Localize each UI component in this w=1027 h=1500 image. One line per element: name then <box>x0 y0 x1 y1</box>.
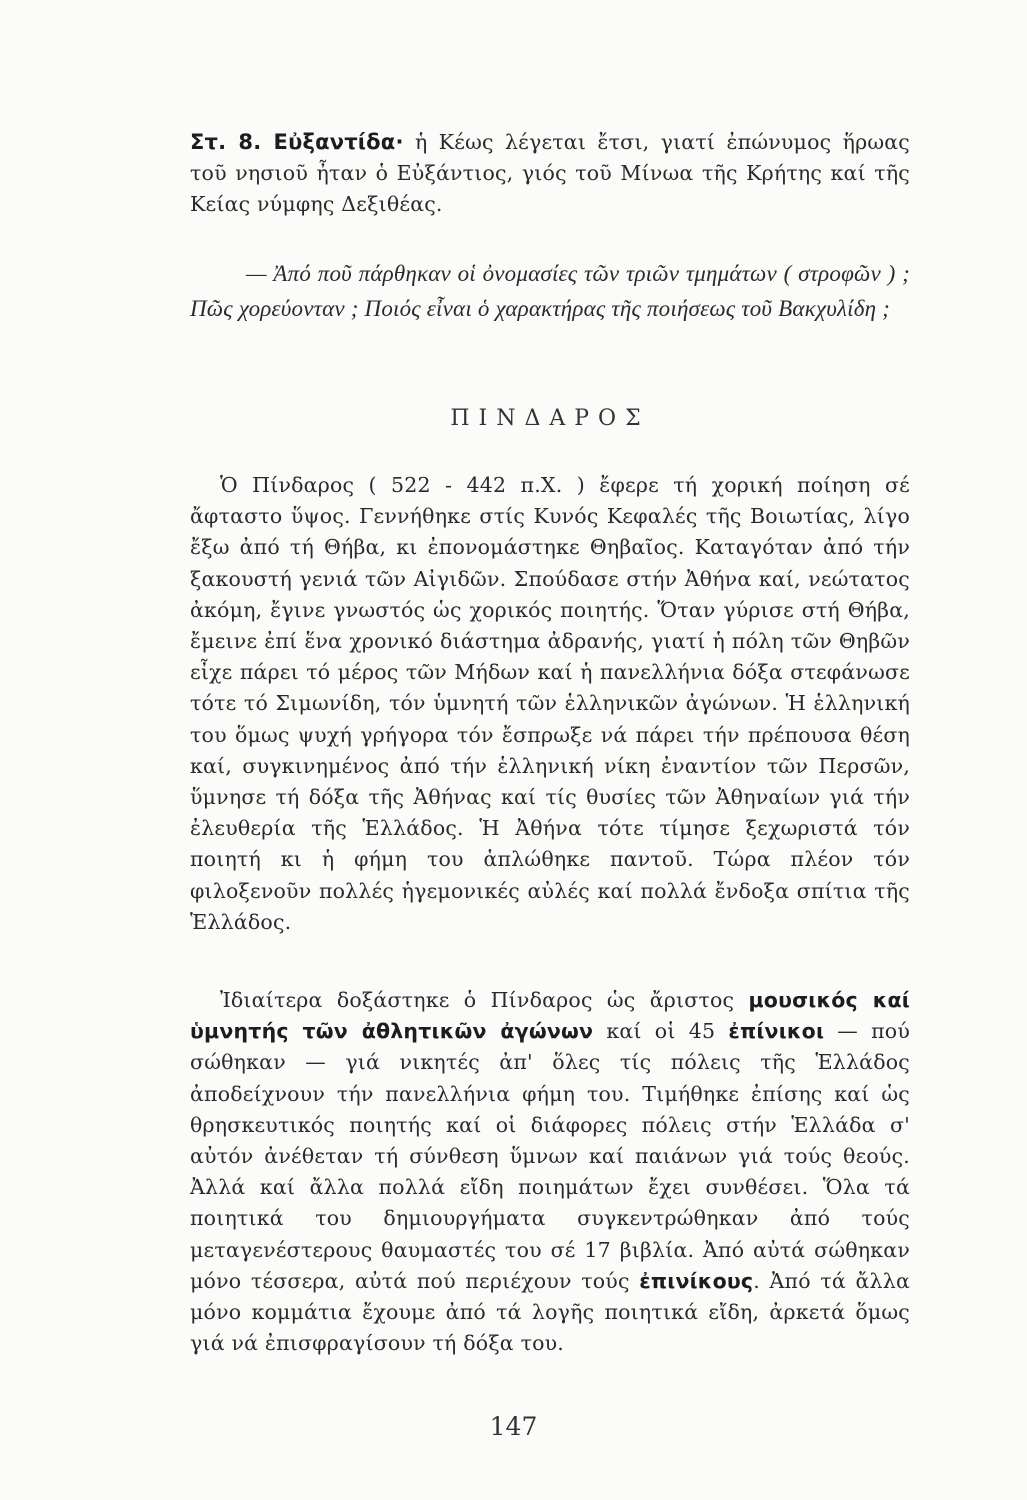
paragraph-2-text-2: καί οἱ 45 <box>593 1019 729 1044</box>
paragraph-2-text-3: — πού σώθηκαν — γιά νικητές ἀπ' ὅλες τίς πόλεις τῆς Ἑλλάδος ἀποδείχνουν τήν πανελλήνια φήμη του. Τιμήθηκε ἐπίσης καί ὡς θρησκευτικός ποιητής καί οἱ διάφορες πόλεις στήν Ἑλλάδα σ' αὐτόν ἀνέθεταν τή σύνθεση ὕμνων καί παιάνων γιά τούς θεούς. Ἀλλά καί ἄλλα πολλά εἴδη ποιημάτων ἔχει συνθέσει. Ὅλα τά ποιητικά του δημιουργήματα συγκεντρώθηκαν ἀπό τούς μεταγενέστερους θαυμαστές του σέ 17 βιβλία. Ἀπό αὐτά σώθηκαν μόνο τέσσερα, αὐτά πού περιέχουν τούς <box>190 1019 910 1293</box>
emphasis-epinikous: ἐπινίκους <box>639 1268 754 1293</box>
page-number: 147 <box>489 1412 538 1441</box>
paragraph-2-text-1: Ἰδιαίτερα δοξάστηκε ὁ Πίνδαρος ὡς ἄριστος <box>220 988 749 1012</box>
emphasis-musician: μουσικός καί ὑμνητής τῶν ἀθλητικῶν ἀγώνων <box>190 988 910 1044</box>
review-questions <box>190 256 910 326</box>
section-heading: ΠΙΝΔΑΡΟΣ <box>450 406 650 431</box>
commentary-note <box>190 127 910 221</box>
questions-text: Ἀπό ποῦ πάρθηκαν οἱ ὀνομασίες τῶν τριῶν τμημάτων ( στροφῶν ) ; Πῶς χορεύονταν ; Ποιός εἶναι ὁ χαρακτήρας τῆς ποιήσεως τοῦ Βακχυλίδη ; <box>190 261 910 321</box>
note-label: Στ. 8. Εὐξαντίδα· <box>190 130 404 154</box>
body-paragraph-2 <box>190 985 910 1359</box>
questions-dash: — <box>246 261 274 286</box>
paragraph-2-text-4: . Ἀπό τά ἄλλα μόνο κομμάτια ἔχουμε ἀπό τά λογῆς ποιητικά εἴδη, ἀρκετά ὅμως γιά νά ἐπισφραγίσουν τή δόξα του. <box>190 1268 910 1356</box>
emphasis-epinikoi: ἐπίνικοι <box>728 1019 825 1044</box>
note-text: ἡ Κέως λέγεται ἔτσι, γιατί ἐπώνυμος ἥρωας τοῦ νησιοῦ ἦταν ὁ Εὐξάντιος, γιός τοῦ Μίνωα τῆς Κρήτης καί τῆς Κείας νύμφης Δεξιθέας. <box>190 130 910 217</box>
body-paragraph-1: Ὁ Πίνδαρος ( 522 - 442 π.Χ. ) ἔφερε τή χορική ποίηση σέ ἄφταστο ὕψος. Γεννήθηκε στίς Κυνός Κεφαλές τῆς Βοιωτίας, λίγο ἔξω ἀπό τή Θήβα, κι ἐπονομάστηκε Θηβαῖος. Καταγόταν ἀπό τήν ξακουστή γενιά τῶν Αἰγιδῶν. Σπούδασε στήν Ἀθήνα καί, νεώτατος ἀκόμη, ἔγινε γνωστός ὡς χορικός ποιητής. Ὅταν γύρισε στή Θήβα, ἔμεινε ἐπί ἕνα χρονικό διάστημα ἀδρανής, γιατί ἡ πόλη τῶν Θηβῶν εἶχε πάρει τό μέρος τῶν Μήδων καί ἡ πανελλήνια δόξα στεφάνωσε τότε τό Σιμωνίδη, τόν ὑμνητή τῶν ἑλληνικῶν ἀγώνων. Ἡ ἑλληνική του ὅμως ψυχή γρήγορα τόν ἔσπρωξε νά πάρει τήν πρέπουσα θέση καί, συγκινημένος ἀπό τήν ἑλληνική νίκη ἐναντίον τῶν Περσῶν, ὕμνησε τή δόξα τῆς Ἀθήνας καί τίς θυσίες τῶν Ἀθηναίων γιά τήν ἐλευθερία τῆς Ἑλλάδος. Ἡ Ἀθήνα τότε τίμησε ξεχωριστά τόν ποιητή κι ἡ φήμη του ἁπλώθηκε παντοῦ. Τώρα πλέον τόν φιλοξενοῦν πολλές ἡγεμονικές αὐλές καί πολλά ἔνδοξα σπίτια τῆς Ἑλλάδος. <box>190 473 910 934</box>
